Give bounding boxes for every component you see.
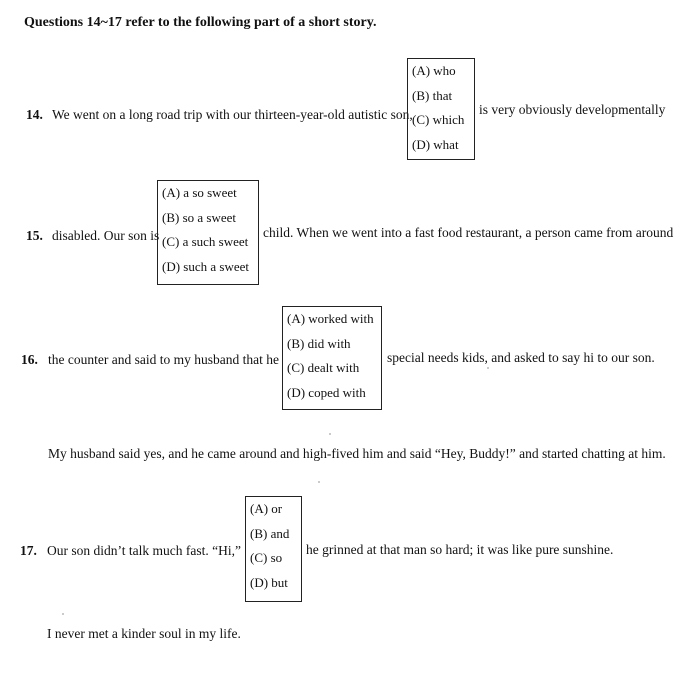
sentence-after-blank: child. When we went into a fast food restaurant, a person came from around (263, 225, 674, 240)
option-a[interactable]: (A) worked with (287, 311, 374, 326)
scan-speck (329, 433, 331, 435)
option-b[interactable]: (B) that (412, 87, 453, 103)
option-b[interactable]: (B) and (250, 525, 290, 541)
sentence-after-blank: he grinned at that man so hard; it was like pure sunshine. (306, 542, 614, 557)
question-number: 14. (26, 107, 43, 122)
sentence-after-blank: special needs kids, and asked to say hi to our son. (387, 350, 655, 365)
question-number: 16. (21, 352, 38, 367)
option-c[interactable]: (C) a such sweet (162, 234, 249, 249)
sentence-before-blank: Our son didn’t talk much fast. “Hi,” (47, 543, 241, 558)
sentence-before-blank: We went on a long road trip with our thirteen-year-old autistic son, (52, 107, 413, 122)
option-d[interactable]: (D) but (250, 574, 288, 590)
scan-speck (318, 481, 320, 483)
option-d[interactable]: (D) coped with (287, 384, 366, 400)
question-number: 15. (26, 228, 43, 243)
sentence-after-blank: is very obviously developmentally (479, 102, 666, 117)
scan-speck (62, 613, 64, 615)
option-a[interactable]: (A) a so sweet (162, 185, 237, 200)
option-c[interactable]: (C) dealt with (287, 360, 360, 375)
option-b[interactable]: (B) did with (287, 335, 351, 351)
question-number: 17. (20, 543, 37, 558)
answer-choices-box (407, 58, 475, 160)
option-c[interactable]: (C) which (412, 112, 465, 127)
option-a[interactable]: (A) who (412, 63, 456, 78)
answer-choices-box (157, 180, 259, 285)
scan-speck (487, 367, 489, 369)
option-c[interactable]: (C) so (250, 550, 283, 565)
paragraph-husband: My husband said yes, and he came around and high-fived him and said “Hey, Buddy!” and started chatting at him. (48, 446, 666, 461)
sentence-before-blank: disabled. Our son is (52, 228, 160, 243)
option-b[interactable]: (B) so a sweet (162, 209, 237, 225)
passage-heading: Questions 14~17 refer to the following part of a short story. (24, 15, 377, 30)
option-d[interactable]: (D) what (412, 136, 459, 152)
option-d[interactable]: (D) such a sweet (162, 258, 249, 274)
answer-choices-box (245, 496, 302, 602)
option-a[interactable]: (A) or (250, 501, 283, 516)
sentence-before-blank: the counter and said to my husband that he (48, 352, 279, 367)
paragraph-closing: I never met a kinder soul in my life. (47, 626, 241, 641)
answer-choices-box (282, 306, 382, 410)
